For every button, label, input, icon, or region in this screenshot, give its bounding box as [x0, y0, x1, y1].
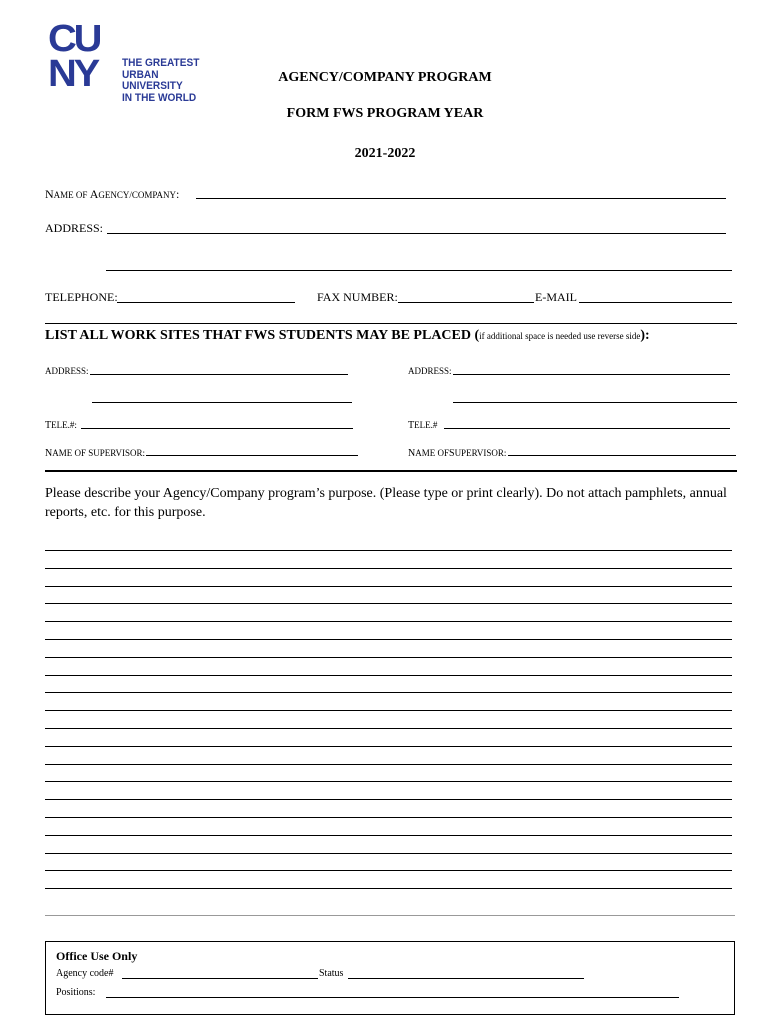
purpose-line[interactable]	[45, 621, 732, 622]
address-field-line2[interactable]	[106, 270, 732, 271]
address-label: ADDRESS:	[45, 221, 104, 235]
agency-code-field[interactable]	[122, 978, 318, 979]
purpose-line[interactable]	[45, 817, 732, 818]
email-field[interactable]	[579, 302, 732, 303]
form-title: AGENCY/COMPANY PROGRAM	[278, 70, 492, 85]
purpose-line[interactable]	[45, 835, 732, 836]
site2-supervisor-field[interactable]	[508, 455, 736, 456]
address-field-line1[interactable]	[107, 233, 726, 234]
purpose-line[interactable]	[45, 692, 732, 693]
form-subtitle: FORM FWS PROGRAM YEAR	[286, 106, 484, 121]
site1-tele-label: TELE.#:	[45, 420, 77, 431]
logo-tagline-3: IN THE WORLD	[122, 91, 197, 104]
purpose-line[interactable]	[45, 639, 732, 640]
section-divider-top	[45, 323, 737, 324]
purpose-line[interactable]	[45, 746, 732, 747]
fax-label: FAX NUMBER:	[317, 290, 398, 304]
logo-tagline-2: URBAN UNIVERSITY	[122, 68, 183, 92]
agency-name-label: NAME OF AGENCY/COMPANY:	[45, 187, 180, 201]
purpose-line[interactable]	[45, 603, 732, 604]
purpose-line[interactable]	[45, 799, 732, 800]
status-field[interactable]	[348, 978, 584, 979]
site1-supervisor-label: NAME OF SUPERVISOR:	[45, 448, 146, 459]
purpose-line[interactable]	[45, 888, 732, 889]
site2-address-field-2[interactable]	[453, 402, 737, 403]
section-divider-middle	[45, 470, 737, 472]
site2-address-field[interactable]	[453, 374, 730, 375]
site1-address-field-2[interactable]	[92, 402, 352, 403]
purpose-line[interactable]	[45, 550, 732, 551]
positions-label: Positions:	[56, 987, 96, 998]
purpose-line[interactable]	[45, 781, 732, 782]
status-label: Status	[319, 968, 344, 979]
purpose-line[interactable]	[45, 675, 732, 676]
office-use-title: Office Use Only	[56, 949, 138, 963]
purpose-line[interactable]	[45, 568, 732, 569]
site1-address-label: ADDRESS:	[45, 366, 89, 376]
purpose-instructions: Please describe your Agency/Company program’s purpose. (Please type or print clearly). Do not attach pamphlets, annual reports, etc. for this purpose.	[45, 486, 727, 520]
logo-mark-ny: NY	[48, 53, 98, 95]
logo-mark-cu: CU	[48, 18, 100, 60]
telephone-label: TELEPHONE:	[45, 290, 118, 304]
site1-supervisor-field[interactable]	[146, 455, 358, 456]
site2-tele-field[interactable]	[444, 428, 730, 429]
fax-field[interactable]	[398, 302, 534, 303]
purpose-line[interactable]	[45, 764, 732, 765]
worksites-heading: LIST ALL WORK SITES THAT FWS STUDENTS MAY BE PLACED (if additional space is needed use reverse side):	[45, 328, 650, 343]
program-year: 2021-2022	[354, 146, 416, 161]
positions-field[interactable]	[106, 997, 679, 998]
section-divider-bottom	[45, 915, 735, 916]
purpose-line[interactable]	[45, 586, 732, 587]
agency-code-label: Agency code#	[56, 968, 114, 979]
purpose-line[interactable]	[45, 870, 732, 871]
site2-tele-label: TELE.#	[408, 420, 438, 431]
agency-name-field[interactable]	[196, 198, 726, 199]
office-use-box	[45, 941, 735, 1015]
site2-supervisor-label: NAME OFSUPERVISOR:	[408, 448, 507, 459]
site1-address-field[interactable]	[90, 374, 348, 375]
site2-address-label: ADDRESS:	[408, 366, 452, 376]
purpose-line[interactable]	[45, 728, 732, 729]
purpose-line[interactable]	[45, 710, 732, 711]
purpose-line[interactable]	[45, 657, 732, 658]
email-label: E-MAIL	[535, 290, 577, 304]
logo-tagline-1: THE GREATEST	[122, 57, 200, 69]
telephone-field[interactable]	[117, 302, 295, 303]
purpose-line[interactable]	[45, 853, 732, 854]
site1-tele-field[interactable]	[81, 428, 353, 429]
